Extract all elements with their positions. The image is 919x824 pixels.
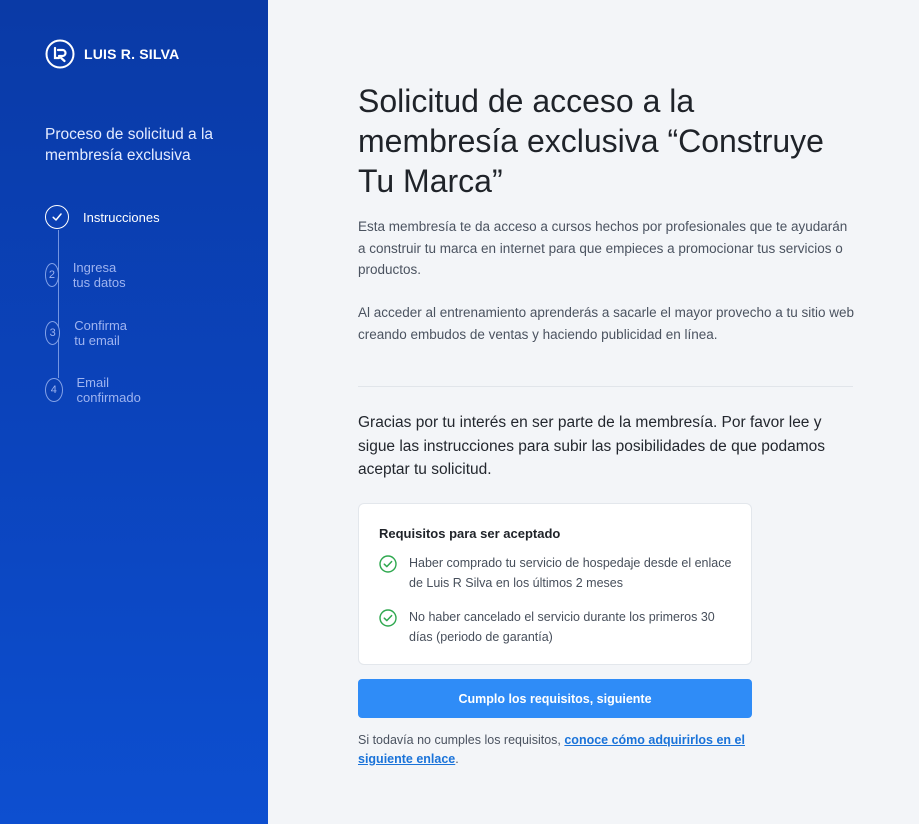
brand[interactable] bbox=[45, 39, 179, 69]
step-label: Email confirmado bbox=[76, 375, 141, 405]
intro-paragraph-2: Al acceder al entrenamiento aprenderás a sacarle el mayor provecho a tu sitio web creando embudos de ventas y haciendo publicidad en línea. bbox=[358, 305, 855, 342]
thanks-message: Gracias por tu interés en ser parte de la membresía. Por favor lee y sigue las instrucciones para subir las posibilidades de que podamos aceptar tu solicitud. bbox=[358, 414, 825, 478]
requirement-text: No haber cancelado el servicio durante los primeros 30 días (periodo de garantía) bbox=[409, 610, 715, 644]
requirement-text: Haber comprado tu servicio de hospedaje desde el enlace de Luis R Silva en los últimos 2 meses bbox=[409, 556, 732, 590]
steps-connector bbox=[58, 230, 59, 378]
divider bbox=[358, 386, 853, 387]
step-number: 4 bbox=[45, 378, 63, 402]
step-label: Ingresa tus datos bbox=[72, 260, 126, 290]
requirement-item bbox=[379, 608, 739, 647]
check-circle-icon bbox=[379, 555, 397, 573]
footnote-text: Si todavía no cumples los requisitos, bbox=[358, 733, 565, 747]
brand-name: LUIS R. SILVA bbox=[84, 46, 180, 62]
step-label: Instrucciones bbox=[83, 209, 160, 225]
step-confirma-email[interactable] bbox=[45, 320, 136, 346]
step-label: Confirma tu email bbox=[74, 318, 128, 348]
requirement-item bbox=[379, 554, 739, 593]
page-title: Solicitud de acceso a la membresía exclusiva “Construye Tu Marca” bbox=[358, 83, 824, 199]
requirements-title: Requisitos para ser aceptado bbox=[379, 526, 561, 541]
intro-paragraph-1: Esta membresía te da acceso a cursos hechos por profesionales que te ayudarán a construir tu marca en internet para que empieces a promocionar tus servicios o productos. bbox=[358, 219, 848, 277]
step-ingresa-datos[interactable] bbox=[45, 262, 126, 288]
step-instrucciones[interactable] bbox=[45, 204, 160, 230]
lr-monogram-icon bbox=[45, 39, 75, 69]
check-circle-icon bbox=[379, 609, 397, 627]
step-number: 3 bbox=[45, 321, 60, 345]
footnote-period: . bbox=[455, 752, 459, 766]
step-email-confirmado[interactable] bbox=[45, 377, 147, 403]
next-step-button[interactable]: Cumplo los requisitos, siguiente bbox=[358, 679, 752, 718]
step-check-icon bbox=[45, 205, 69, 229]
footnote bbox=[358, 731, 758, 769]
process-title: Proceso de solicitud a la membresía exclusiva bbox=[45, 126, 214, 164]
requirements-card bbox=[358, 503, 752, 665]
sidebar bbox=[0, 0, 268, 824]
requirements-info-link[interactable]: conoce cómo adquirirlos en el siguiente enlace bbox=[358, 733, 745, 766]
step-number: 2 bbox=[45, 263, 59, 287]
